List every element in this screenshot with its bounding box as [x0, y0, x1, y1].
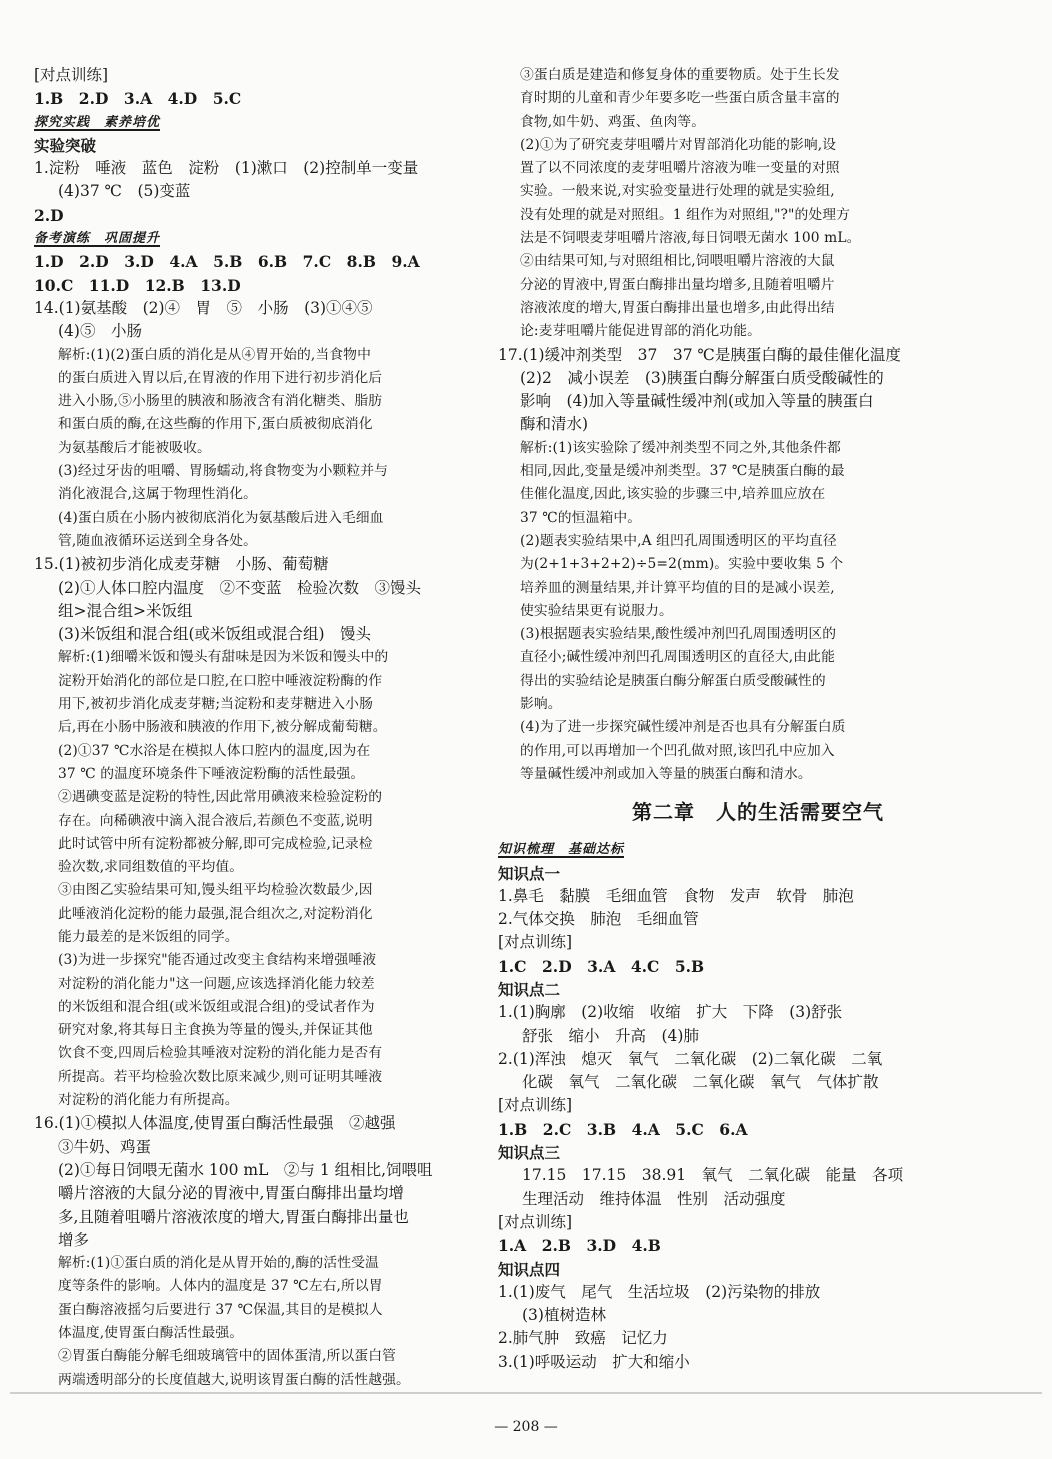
answer-line: 1.鼻毛 黏膜 毛细血管 食物 发声 软骨 肺泡 — [498, 886, 854, 905]
explanation-line: 没有处理的就是对照组。1 组作为对照组,"?"的处理方 — [520, 206, 851, 223]
explanation-line: (4)为了进一步探究碱性缓冲剂是否也具有分解蛋白质 — [520, 719, 846, 736]
explanation-line: 置了以不同浓度的麦芽咀嚼片溶液为唯一变量的对照 — [520, 160, 840, 177]
answer-line: (4)37 ℃ (5)变蓝 — [58, 182, 191, 201]
explanation-line: (2)题表实验结果中,A 组凹孔周围透明区的平均直径 — [520, 532, 837, 549]
explanation-line: (3)根据题表实验结果,酸性缓冲剂凹孔周围透明区的 — [520, 626, 837, 643]
answer-line: 2.肺气肿 致癌 记忆力 — [498, 1329, 668, 1348]
section-label: [对点训练] — [498, 1096, 573, 1115]
explanation-line: 解析:(1)(2)蛋白质的消化是从④胃开始的,当食物中 — [58, 346, 371, 363]
explanation-line: 得出的实验结论是胰蛋白酶分解蛋白质受酸碱性的 — [520, 672, 826, 689]
explanation-line: (3)经过牙齿的咀嚼、胃肠蠕动,将食物变为小颗粒并与 — [58, 463, 389, 480]
explanation-line: 37 ℃的恒温箱中。 — [520, 509, 642, 526]
answer-line: 1.A 2.B 3.D 4.B — [498, 1236, 661, 1256]
answer-line: 影响 (4)加入等量碱性缓冲剂(或加入等量的胰蛋白 — [520, 392, 874, 411]
explanation-line: 研究对象,将其每日主食换为等量的馒头,并保证其他 — [58, 1022, 373, 1039]
section-label: [对点训练] — [498, 1212, 573, 1231]
explanation-line: 分泌的胃液中,胃蛋白酶排出量均增多,且随着咀嚼片 — [520, 276, 835, 293]
answer-line: 1.C 2.D 3.A 4.C 5.B — [498, 956, 705, 976]
explanation-line: 解析:(1)①蛋白质的消化是从胃开始的,酶的活性受温 — [58, 1255, 379, 1272]
answer-line: (2)①人体口腔内温度 ②不变蓝 检验次数 ③馒头 — [58, 578, 421, 597]
explanation-line: 此唾液消化淀粉的能力最强,混合组次之,对淀粉消化 — [58, 905, 373, 922]
answer-line: 1.(1)废气 尾气 生活垃圾 (2)污染物的排放 — [498, 1282, 821, 1301]
section-label: [对点训练] — [34, 66, 109, 84]
subsection-heading: 知识点一 — [498, 863, 561, 883]
explanation-line: 解析:(1)该实验除了缓冲剂类型不同之外,其他条件都 — [520, 439, 841, 456]
answer-line: 1.D 2.D 3.D 4.A 5.B 6.B 7.C 8.B 9.A — [34, 252, 420, 272]
explanation-line: 存在。向稀碘液中滴入混合液后,若颜色不变蓝,说明 — [58, 812, 373, 829]
subsection-heading: 知识点二 — [498, 979, 561, 999]
explanation-line: 两端透明部分的长度值越大,说明该胃蛋白酶的活性越强。 — [58, 1371, 410, 1388]
answer-line: 生理活动 维持体温 性别 活动强度 — [522, 1189, 786, 1208]
footer-divider — [10, 1392, 1042, 1406]
explanation-line: ②由结果可知,与对照组相比,饲喂咀嚼片溶液的大鼠 — [520, 253, 835, 270]
page-number: — 208 — — [494, 1419, 558, 1435]
answer-line: 15.(1)被初步消化成麦芽糖 小肠、葡萄糖 — [34, 555, 329, 574]
answer-line: (2)2 减小误差 (3)胰蛋白酶分解蛋白质受酸碱性的 — [520, 368, 884, 387]
explanation-line: 能力最差的是米饭组的同学。 — [58, 928, 239, 945]
explanation-line: 对淀粉的消化能力有所提高。 — [58, 1092, 239, 1109]
explanation-line: 等量碱性缓冲剂或加入等量的胰蛋白酶和清水。 — [520, 765, 812, 782]
explanation-line: (2)①37 ℃水浴是在模拟人体口腔内的温度,因为在 — [58, 742, 371, 759]
answer-line: 多,且随着咀嚼片溶液浓度的增大,胃蛋白酶排出量也 — [58, 1207, 409, 1226]
answer-line: (3)植树造林 — [522, 1306, 606, 1325]
explanation-line: 培养皿的测量结果,并计算平均值的目的是减小误差, — [520, 579, 835, 596]
explanation-line: 为(2+1+3+2+2)÷5=2(mm)。实验中要收集 5 个 — [520, 556, 844, 573]
explanation-line: 相同,因此,变量是缓冲剂类型。37 ℃是胰蛋白酶的最 — [520, 463, 845, 480]
explanation-line: 法是不饲喂麦芽咀嚼片溶液,每日饲喂无菌水 100 mL。 — [520, 230, 861, 247]
explanation-line: 用下,被初步消化成麦芽糖;当淀粉和麦芽糖进入小肠 — [58, 696, 373, 713]
explanation-line: 溶液浓度的增大,胃蛋白酶排出量也增多,由此得出结 — [520, 299, 835, 316]
explanation-line: 后,再在小肠中肠液和胰液的作用下,被分解成葡萄糖。 — [58, 719, 387, 736]
explanation-line: 佳催化温度,因此,该实验的步骤三中,培养皿应放在 — [520, 486, 826, 503]
left-column — [34, 64, 484, 1392]
explanation-line: (2)①为了研究麦芽咀嚼片对胃部消化功能的影响,设 — [520, 136, 837, 153]
explanation-line: 37 ℃ 的温度环境条件下唾液淀粉酶的活性最强。 — [58, 765, 365, 782]
subsection-heading: 知识点三 — [498, 1143, 561, 1163]
explanation-line: 育时期的儿童和青少年要多吃一些蛋白质含量丰富的 — [520, 90, 840, 107]
answer-line: 16.(1)①模拟人体温度,使胃蛋白酶活性最强 ②越强 — [34, 1114, 396, 1133]
explanation-line: 管,随血液循环运送到全身各处。 — [58, 532, 258, 549]
answer-line: 增多 — [58, 1230, 90, 1249]
explanation-line: 饮食不变,四周后检验其唾液对淀粉的消化能力是否有 — [58, 1045, 383, 1062]
explanation-line: 所提高。若平均检验次数比原来减少,则可证明其唾液 — [58, 1068, 383, 1085]
answer-line: 17.(1)缓冲剂类型 37 37 ℃是胰蛋白酶的最佳催化温度 — [498, 345, 901, 364]
explanation-line: 验次数,求同组数值的平均值。 — [58, 859, 244, 876]
section-heading: 备考演练 巩固提升 — [34, 231, 161, 247]
chapter-title: 第二章 人的生活需要空气 — [632, 800, 884, 825]
answer-line: 1.淀粉 唾液 蓝色 淀粉 (1)漱口 (2)控制单一变量 — [34, 159, 419, 178]
explanation-line: 使实验结果更有说服力。 — [520, 602, 673, 619]
explanation-line: ③蛋白质是建造和修复身体的重要物质。处于生长发 — [520, 67, 840, 83]
answer-line: 化碳 氧气 二氧化碳 二氧化碳 氧气 气体扩散 — [522, 1073, 879, 1092]
explanation-line: 解析:(1)细嚼米饭和馒头有甜味是因为米饭和馒头中的 — [58, 649, 389, 666]
explanation-line: 的蛋白质进入胃以后,在胃液的作用下进行初步消化后 — [58, 369, 383, 386]
explanation-line: 实验。一般来说,对实验变量进行处理的就是实验组, — [520, 183, 835, 200]
answer-line: 10.C 11.D 12.B 13.D — [34, 275, 241, 295]
answer-line: 1.(1)胸廓 (2)收缩 收缩 扩大 下降 (3)舒张 — [498, 1003, 843, 1022]
answer-line: 1.B 2.C 3.B 4.A 5.C 6.A — [498, 1119, 748, 1139]
explanation-line: 此时试管中所有淀粉都被分解,即可完成检验,记录检 — [58, 835, 373, 852]
right-column — [498, 64, 1018, 1374]
explanation-line: 和蛋白质的酶,在这些酶的作用下,蛋白质被彻底消化 — [58, 416, 373, 433]
explanation-line: 的米饭组和混合组(或米饭组或混合组)的受试者作为 — [58, 998, 375, 1015]
explanation-line: 度等条件的影响。人体内的温度是 37 ℃左右,所以胃 — [58, 1278, 383, 1295]
answer-line: 2.(1)浑浊 熄灭 氧气 二氧化碳 (2)二氧化碳 二氧 — [498, 1049, 883, 1068]
answer-line: 组>混合组>米饭组 — [58, 601, 193, 620]
explanation-line: 食物,如牛奶、鸡蛋、鱼肉等。 — [520, 113, 706, 130]
explanation-line: (4)蛋白质在小肠内被彻底消化为氨基酸后进入毛细血 — [58, 509, 384, 526]
answer-line: 2.D — [34, 205, 64, 225]
explanation-line: ②遇碘变蓝是淀粉的特性,因此常用碘液来检验淀粉的 — [58, 789, 383, 806]
explanation-line: 影响。 — [520, 696, 562, 713]
subsection-heading: 实验突破 — [34, 135, 97, 155]
answer-line: 1.B 2.D 3.A 4.D 5.C — [34, 89, 242, 109]
explanation-line: 对淀粉的消化能力"这一问题,应该选择消化能力较差 — [58, 975, 375, 992]
answer-line: 嚼片溶液的大鼠分泌的胃液中,胃蛋白酶排出量均增 — [58, 1184, 404, 1203]
explanation-line: (3)为进一步探究"能否通过改变主食结构来增强唾液 — [58, 952, 377, 969]
answer-line: ③牛奶、鸡蛋 — [58, 1137, 152, 1156]
answer-line: (3)米饭组和混合组(或米饭组或混合组) 馒头 — [58, 625, 372, 644]
explanation-line: 论:麦芽咀嚼片能促进胃部的消化功能。 — [520, 323, 761, 340]
explanation-line: 的作用,可以再增加一个凹孔做对照,该凹孔中应加入 — [520, 742, 835, 759]
section-label: [对点训练] — [498, 933, 573, 952]
section-heading: 探究实践 素养培优 — [34, 114, 161, 130]
explanation-line: 消化液混合,这属于物理性消化。 — [58, 486, 258, 503]
answer-line: 14.(1)氨基酸 (2)④ 胃 ⑤ 小肠 (3)①④⑤ — [34, 298, 373, 317]
answer-line: 2.气体交换 肺泡 毛细血管 — [498, 910, 699, 929]
explanation-line: 进入小肠,⑤小肠里的胰液和肠液含有消化糖类、脂肪 — [58, 393, 383, 410]
explanation-line: 体温度,使胃蛋白酶活性最强。 — [58, 1325, 244, 1342]
explanation-line: 淀粉开始消化的部位是口腔,在口腔中唾液淀粉酶的作 — [58, 672, 383, 689]
explanation-line: 直径小;碱性缓冲剂凹孔周围透明区的直径大,由此能 — [520, 649, 835, 666]
subsection-heading: 知识点四 — [498, 1259, 561, 1279]
answer-line: 17.15 17.15 38.91 氧气 二氧化碳 能量 各项 — [522, 1166, 904, 1185]
explanation-line: ③由图乙实验结果可知,馒头组平均检验次数最少,因 — [58, 882, 373, 899]
explanation-line: ②胃蛋白酶能分解毛细玻璃管中的固体蛋清,所以蛋白管 — [58, 1348, 397, 1365]
answer-line: 舒张 缩小 升高 (4)肺 — [522, 1026, 699, 1045]
explanation-line: 为氨基酸后才能被吸收。 — [58, 439, 211, 456]
answer-line: 3.(1)呼吸运动 扩大和缩小 — [498, 1352, 690, 1371]
section-heading: 知识梳理 基础达标 — [498, 842, 625, 858]
answer-line: (4)⑤ 小肠 — [58, 322, 142, 341]
answer-line: (2)①每日饲喂无菌水 100 mL ②与 1 组相比,饲喂咀 — [58, 1160, 433, 1179]
answer-line: 酶和清水) — [520, 415, 589, 434]
explanation-line: 蛋白酶溶液摇匀后要进行 37 ℃保温,其目的是模拟人 — [58, 1301, 383, 1318]
